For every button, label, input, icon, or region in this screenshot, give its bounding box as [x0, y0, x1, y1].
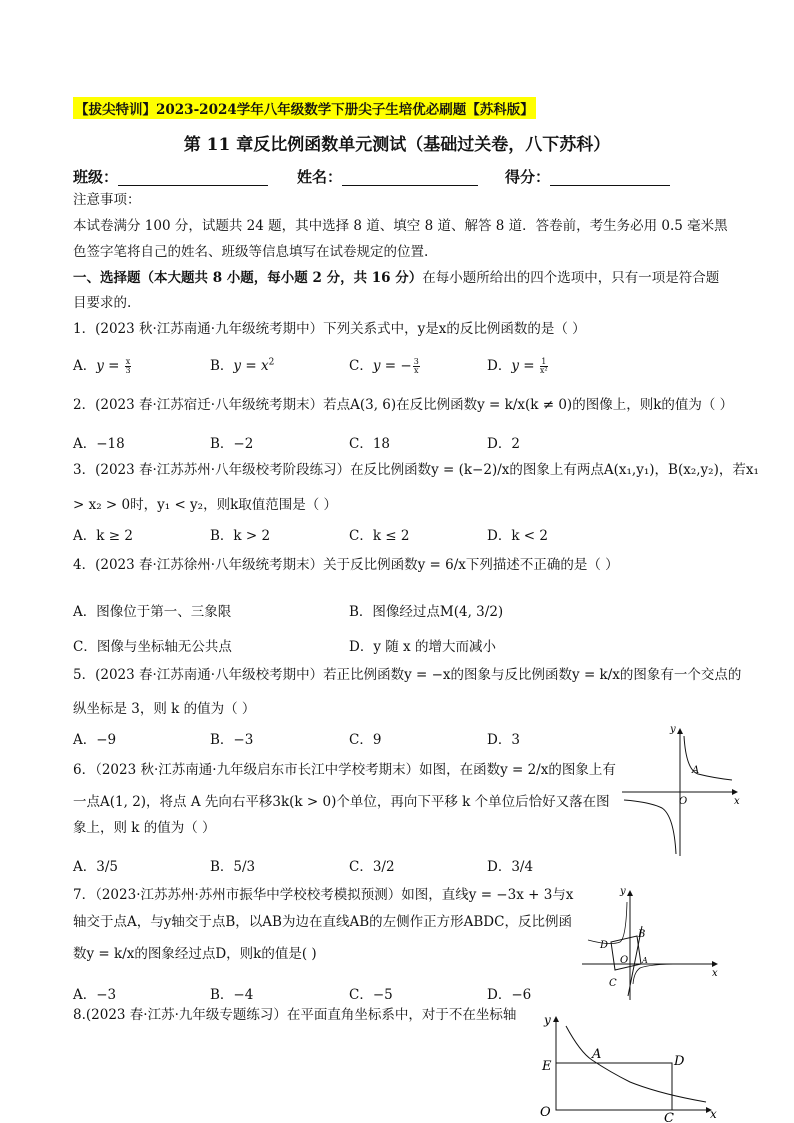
q8-fig-point-e-label: E — [542, 1059, 552, 1074]
name-field — [297, 166, 478, 187]
q7-stem-line2: 轴交于点A，与y轴交于点B，以AB为边在直线AB的左侧作正方形ABDC，反比例函 — [73, 914, 572, 930]
q6-option-c[interactable]: C．3/2 — [349, 859, 395, 875]
q8-figure — [530, 1010, 725, 1122]
q7-option-c[interactable]: C．−5 — [349, 987, 393, 1003]
notice-line2: 色签字笔将自己的姓名、班级等信息填写在试卷规定的位置. — [73, 244, 429, 260]
q8-fig-origin-label: O — [540, 1105, 551, 1120]
q4-option-b[interactable]: B．图像经过点M(4, 3/2) — [349, 604, 504, 620]
notice-heading: 注意事项： — [73, 192, 141, 208]
section1-heading: 一、选择题（本大题共 8 小题，每小题 2 分，共 16 分） — [73, 270, 423, 286]
name-label: 姓名： — [297, 168, 343, 186]
q1-option-c[interactable]: C．y = − $\frac{3}{x}$ — [349, 357, 419, 375]
q1-option-d[interactable]: D．y = $\frac{1}{\text{x²}}$ — [487, 357, 548, 375]
q6-stem-line3: 象上，则 k 的值为（ ） — [73, 820, 216, 836]
q5-option-a[interactable]: A．−9 — [73, 732, 117, 748]
name-blank[interactable] — [342, 169, 478, 186]
score-field — [505, 166, 670, 187]
q1-option-a[interactable]: A．y = $\frac{x}{3}$ — [73, 357, 131, 375]
q7-option-a[interactable]: A．−3 — [73, 987, 117, 1003]
score-blank[interactable] — [550, 169, 670, 186]
q6-fig-x-label: x — [734, 796, 740, 807]
q6-fig-origin-label: O — [679, 796, 688, 807]
q6-option-b[interactable]: B．5/3 — [210, 859, 256, 875]
q8-fig-point-d-label: D — [674, 1054, 685, 1069]
q3-option-b[interactable]: B．k > 2 — [210, 528, 271, 544]
q3-option-d[interactable]: D．k < 2 — [487, 528, 548, 544]
q1-option-b[interactable]: B．$y = x^2$ — [210, 357, 275, 374]
q7-fig-x-label: x — [712, 968, 718, 979]
q5-stem-line2: 纵坐标是 3，则 k 的值为（ ） — [73, 701, 256, 717]
q6-option-a[interactable]: A．3/5 — [73, 859, 118, 875]
q7-stem-line1: 7．（2023·江苏苏州·苏州市振华中学校校考模拟预测）如图，直线y = −3x + 3与x — [73, 887, 574, 903]
q7-fig-point-d-label: D — [600, 940, 609, 951]
q4-stem: 4．(2023 春·江苏徐州·八年级统考期末）关于反比例函数y = 6/x下列描述不正确的是（ ） — [73, 557, 619, 573]
class-blank[interactable] — [118, 169, 268, 186]
q7-fig-origin-label: O — [620, 955, 629, 966]
q7-fig-point-b-label: B — [638, 929, 646, 940]
q5-option-b[interactable]: B．−3 — [210, 732, 254, 748]
q5-stem-line1: 5．(2023 春·江苏南通·八年级校考期中）若正比例函数y = −x的图象与反比例函数y = k/x的图象有一个交点的 — [73, 667, 742, 683]
q8-fig-point-a-label: A — [592, 1047, 602, 1062]
q2-option-c[interactable]: C．18 — [349, 436, 391, 452]
section1-line1 — [73, 272, 719, 286]
q6-stem-line1: 6．（2023 秋·江苏南通·九年级启东市长江中学校考期末）如图，在函数y = 2/x的图象上有 — [73, 762, 616, 778]
q3-option-c[interactable]: C．k ≤ 2 — [349, 528, 410, 544]
q3-stem-line1: 3．(2023 春·江苏苏州·八年级校考阶段练习）在反比例函数y = (k−2)/x的图象上有两点A(x₁,y₁)，B(x₂,y₂)，若x₁ — [73, 462, 759, 478]
q7-fig-point-a-label: A — [642, 956, 648, 965]
q6-figure — [618, 722, 744, 858]
q2-option-b[interactable]: B．−2 — [210, 436, 254, 452]
banner: 【拔尖特训】2023-2024学年八年级数学下册尖子生培优必刷题【苏科版】 — [73, 97, 536, 119]
class-label: 班级： — [73, 168, 119, 186]
q8-stem: 8.(2023 春·江苏·九年级专题练习）在平面直角坐标系中，对于不在坐标轴 — [73, 1007, 517, 1023]
q7-fig-point-c-label: C — [609, 978, 617, 989]
q1-stem: 1．(2023 秋·江苏南通·九年级统考期中）下列关系式中，y是x的反比例函数的是（ ） — [73, 321, 586, 337]
q7-option-b[interactable]: B．−4 — [210, 987, 254, 1003]
q5-option-d[interactable]: D．3 — [487, 732, 520, 748]
q6-fig-point-a-label: A — [692, 765, 700, 776]
q2-option-a[interactable]: A．−18 — [73, 436, 125, 452]
q7-fig-y-label: y — [620, 886, 626, 897]
section1-line2: 目要求的. — [73, 295, 132, 311]
q6-option-d[interactable]: D．3/4 — [487, 859, 534, 875]
score-label: 得分： — [505, 168, 551, 186]
notice-line1: 本试卷满分 100 分，试题共 24 题，其中选择 8 道、填空 8 道、解答 8 道．答卷前，考生务必用 0.5 毫米黑 — [73, 218, 728, 234]
q4-option-c[interactable]: C．图像与坐标轴无公共点 — [73, 639, 232, 655]
q7-option-d[interactable]: D．−6 — [487, 987, 532, 1003]
page-title: 第 11 章反比例函数单元测试（基础过关卷，八下苏科） — [183, 135, 611, 155]
q8-fig-y-label: y — [544, 1013, 551, 1027]
q6-stem-line2: 一点A(1, 2)，将点 A 先向右平移3k(k > 0)个单位，再向下平移 k 个单位后恰好又落在图 — [73, 794, 610, 810]
q6-fig-y-label: y — [670, 724, 676, 735]
q3-option-a[interactable]: A．k ≥ 2 — [73, 528, 133, 544]
q8-fig-point-c-label: C — [664, 1111, 674, 1122]
q5-option-c[interactable]: C．9 — [349, 732, 382, 748]
q2-option-d[interactable]: D．2 — [487, 436, 520, 452]
q2-stem: 2．(2023 春·江苏宿迁·八年级统考期末）若点A(3, 6)在反比例函数y = k/x(k ≠ 0)的图像上，则k的值为（ ） — [73, 397, 734, 413]
q7-figure — [580, 884, 725, 1002]
q4-option-a[interactable]: A．图像位于第一、三象限 — [73, 604, 232, 620]
q4-option-d[interactable]: D．y 随 x 的增大而减小 — [349, 639, 496, 655]
q7-stem-line3: 数y = k/x的图象经过点D，则k的值是( ) — [73, 946, 317, 962]
class-field — [73, 166, 268, 187]
q8-fig-x-label: x — [710, 1107, 717, 1121]
section1-instruction: 在每小题所给出的四个选项中，只有一项是符合题 — [422, 270, 720, 286]
q3-stem-line2: > x₂ > 0时，y₁ < y₂，则k取值范围是（ ） — [73, 497, 338, 513]
